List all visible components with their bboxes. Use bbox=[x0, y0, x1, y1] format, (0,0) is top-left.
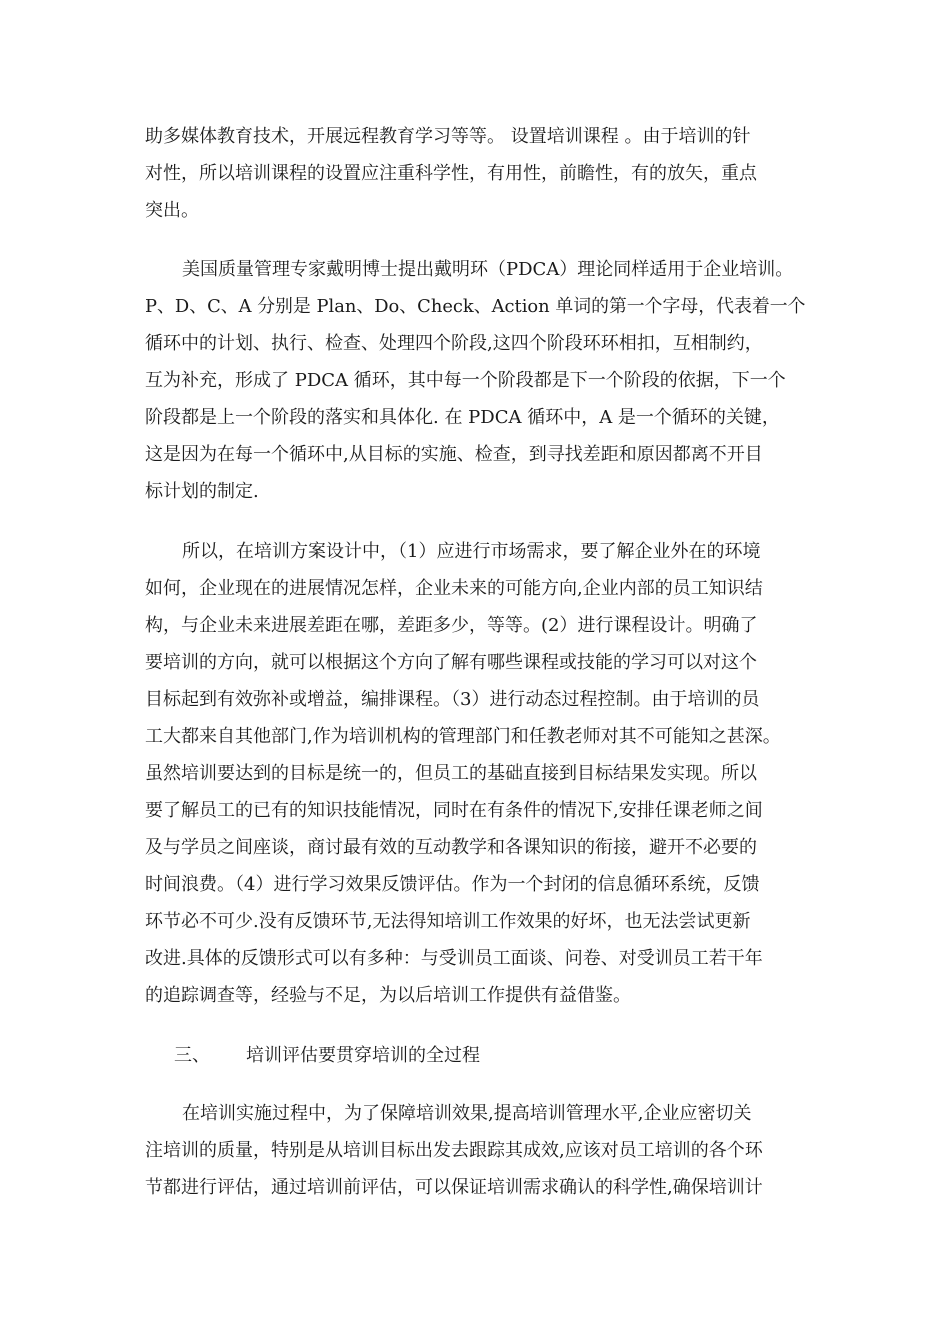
paragraph-2-line-3: 循环中的计划、执行、检查、处理四个阶段,这四个阶段环环相扣，互相制约， bbox=[145, 333, 763, 354]
section-heading-title: 培训评估要贯穿培训的全过程 bbox=[246, 1045, 480, 1066]
paragraph-4-line-3: 节都进行评估，通过培训前评估，可以保证培训需求确认的科学性,确保培训计 bbox=[145, 1177, 763, 1198]
paragraph-2-line-2: P、D、C、A 分别是 Plan、Do、Check、Action 单词的第一个字母，代表着一个 bbox=[145, 296, 806, 317]
paragraph-3-line-1: 所以，在培训方案设计中，（1）应进行市场需求，要了解企业外在的环境 bbox=[182, 541, 761, 562]
paragraph-3-line-12: 改进.具体的反馈形式可以有多种：与受训员工面谈、问卷、对受训员工若干年 bbox=[145, 948, 763, 969]
paragraph-2-line-4: 互为补充，形成了 PDCA 循环，其中每一个阶段都是下一个阶段的依据，下一个 bbox=[145, 370, 786, 391]
paragraph-2-line-6: 这是因为在每一个循环中,从目标的实施、检查，到寻找差距和原因都离不开目 bbox=[145, 444, 763, 465]
paragraph-3-line-11: 环节必不可少.没有反馈环节,无法得知培训工作效果的好坏，也无法尝试更新 bbox=[145, 911, 751, 932]
paragraph-3-line-3: 构，与企业未来进展差距在哪，差距多少，等等。(2）进行课程设计。明确了 bbox=[145, 615, 758, 636]
paragraph-1-line-3: 突出。 bbox=[145, 200, 199, 221]
paragraph-3-line-9: 及与学员之间座谈，商讨最有效的互动教学和各课知识的衔接，避开不必要的 bbox=[145, 837, 757, 858]
paragraph-4-line-1: 在培训实施过程中，为了保障培训效果,提高培训管理水平,企业应密切关 bbox=[182, 1103, 752, 1124]
paragraph-3-line-2: 如何，企业现在的进展情况怎样，企业未来的可能方向,企业内部的员工知识结 bbox=[145, 578, 763, 599]
paragraph-3-line-10: 时间浪费。（4）进行学习效果反馈评估。作为一个封闭的信息循环系统，反馈 bbox=[145, 874, 760, 895]
paragraph-2-line-1: 美国质量管理专家戴明博士提出戴明环（PDCA）理论同样适用于企业培训。 bbox=[182, 259, 794, 280]
paragraph-3-line-6: 工大都来自其他部门,作为培训机构的管理部门和任教老师对其不可能知之甚深。 bbox=[145, 726, 781, 747]
paragraph-3-line-13: 的追踪调查等，经验与不足，为以后培训工作提供有益借鉴。 bbox=[145, 985, 631, 1006]
paragraph-3-line-8: 要了解员工的已有的知识技能情况，同时在有条件的情况下,安排任课老师之间 bbox=[145, 800, 763, 821]
paragraph-2-line-5: 阶段都是上一个阶段的落实和具体化. 在 PDCA 循环中，A 是一个循环的关键， bbox=[145, 407, 780, 428]
paragraph-1-line-2: 对性，所以培训课程的设置应注重科学性，有用性，前瞻性，有的放矢，重点 bbox=[145, 163, 757, 184]
paragraph-3-line-4: 要培训的方向，就可以根据这个方向了解有哪些课程或技能的学习可以对这个 bbox=[145, 652, 757, 673]
paragraph-2-line-7: 标计划的制定. bbox=[145, 481, 259, 502]
section-heading-number: 三、 bbox=[174, 1045, 210, 1066]
paragraph-1-line-1: 助多媒体教育技术，开展远程教育学习等等。 设置培训课程 。由于培训的针 bbox=[145, 126, 751, 147]
paragraph-4-line-2: 注培训的质量，特别是从培训目标出发去跟踪其成效,应该对员工培训的各个环 bbox=[145, 1140, 763, 1161]
paragraph-3-line-7: 虽然培训要达到的目标是统一的，但员工的基础直接到目标结果发实现。所以 bbox=[145, 763, 757, 784]
paragraph-3-line-5: 目标起到有效弥补或增益，编排课程。（3）进行动态过程控制。由于培训的员 bbox=[145, 689, 760, 710]
